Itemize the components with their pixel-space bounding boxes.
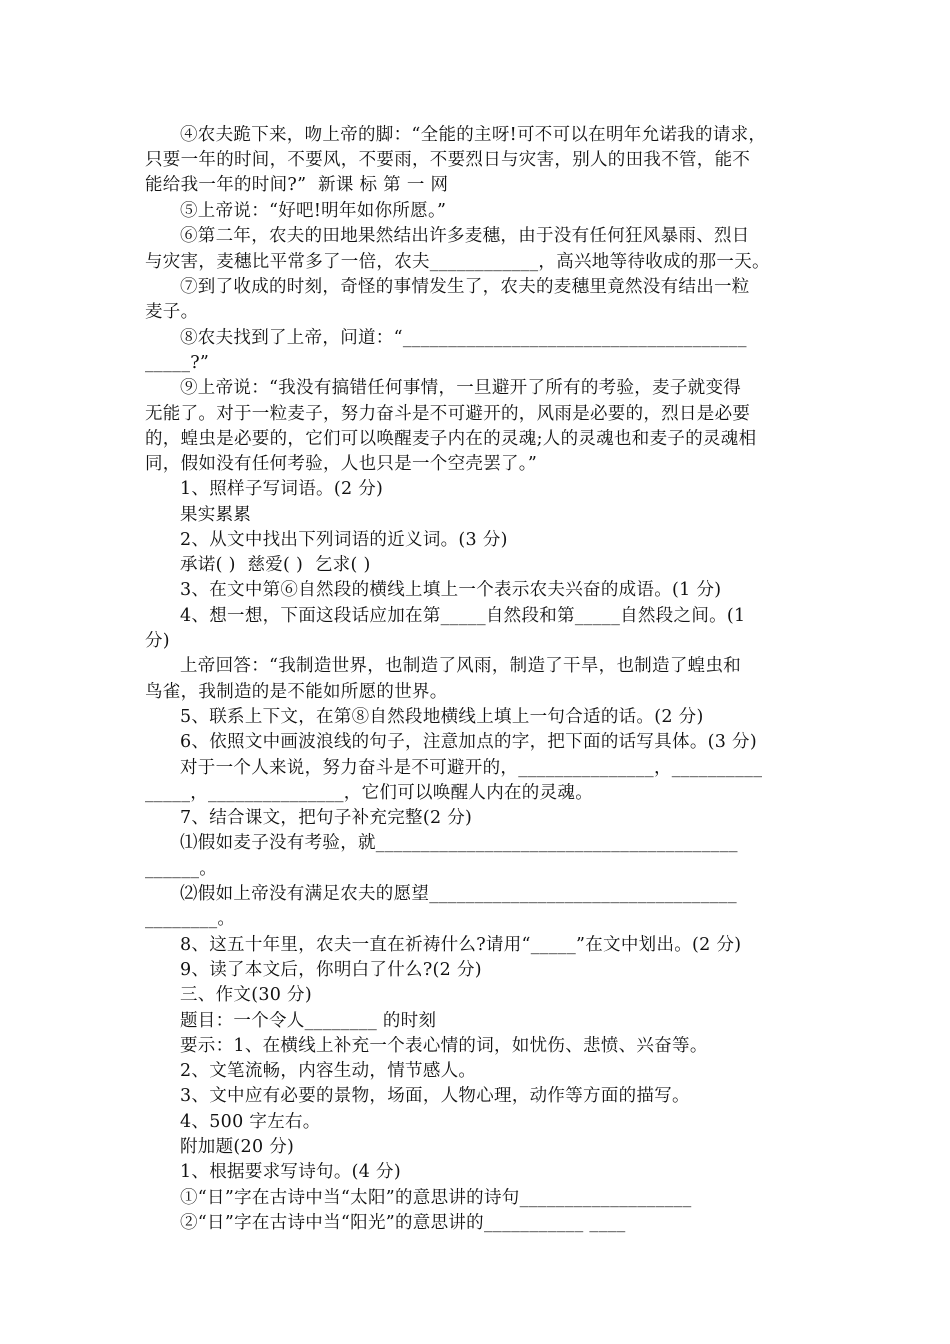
question-4-passage-line-2: 鸟雀，我制造的是不能如所愿的世界。 bbox=[145, 682, 448, 702]
bonus-heading: 附加题(20 分) bbox=[180, 1137, 295, 1157]
question-6-prompt-line-2: _____，_______________，它们可以唤醒人内在的灵魂。 bbox=[145, 783, 593, 803]
essay-requirement-3: 3、文中应有必要的景物，场面，人物心理，动作等方面的描写。 bbox=[180, 1086, 690, 1106]
question-6-prompt-line-1: 对于一个人来说，努力奋斗是不可避开的，_______________，__________ bbox=[180, 758, 763, 778]
question-1: 1、照样子写词语。(2 分) bbox=[180, 479, 384, 499]
bonus-question-1: 1、根据要求写诗句。(4 分) bbox=[180, 1162, 401, 1182]
question-7: 7、结合课文，把句子补充完整(2 分) bbox=[180, 808, 473, 828]
question-1-example: 果实累累 bbox=[180, 505, 252, 525]
question-7-2-line-2: ________。 bbox=[145, 909, 236, 929]
question-9: 9、读了本文后，你明白了什么?(2 分) bbox=[180, 960, 482, 980]
para-9-line-4: 同，假如没有任何考验，人也只是一个空壳罢了。” bbox=[145, 454, 538, 474]
question-6: 6、依照文中画波浪线的句子，注意加点的字，把下面的话写具体。(3 分) bbox=[180, 732, 757, 752]
question-7-2-line-1: ⑵假如上帝没有满足农夫的愿望__________________________________ bbox=[180, 884, 737, 904]
para-8-line-2: _____?” bbox=[145, 353, 210, 373]
question-4-line-1: 4、想一想，下面这段话应加在第_____自然段和第_____自然段之间。(1 bbox=[180, 606, 746, 626]
para-4-line-1: ④农夫跪下来，吻上帝的脚：“全能的主呀!可不可以在明年允诺我的请求， bbox=[180, 125, 767, 145]
para-6-line-1: ⑥第二年，农夫的田地果然结出许多麦穗，由于没有任何狂风暴雨、烈日 bbox=[180, 226, 750, 246]
para-7-line-1: ⑦到了收成的时刻，奇怪的事情发生了，农夫的麦穗里竟然没有结出一粒 bbox=[180, 277, 750, 297]
para-9-line-1: ⑨上帝说：“我没有搞错任何事情，一旦避开了所有的考验，麦子就变得 bbox=[180, 378, 742, 398]
question-7-1-line-1: ⑴假如麦子没有考验，就________________________________________ bbox=[180, 833, 738, 853]
para-9-line-3: 的，蝗虫是必要的，它们可以唤醒麦子内在的灵魂;人的灵魂也和麦子的灵魂相 bbox=[145, 429, 757, 449]
essay-requirement-4: 4、500 字左右。 bbox=[180, 1112, 321, 1132]
question-2: 2、从文中找出下列词语的近义词。(3 分) bbox=[180, 530, 508, 550]
para-4-line-2: 只要一年的时间，不要风，不要雨，不要烈日与灾害，别人的田我不管，能不 bbox=[145, 150, 751, 170]
para-5: ⑤上帝说：“好吧!明年如你所愿。” bbox=[180, 201, 447, 221]
question-4-line-2: 分) bbox=[145, 631, 170, 651]
question-2-items: 承诺( ) 慈爱( ) 乞求( ) bbox=[180, 555, 371, 575]
essay-requirement-2: 2、文笔流畅，内容生动，情节感人。 bbox=[180, 1061, 477, 1081]
essay-title: 题目：一个令人________ 的时刻 bbox=[180, 1011, 437, 1031]
para-8-line-1: ⑧农夫找到了上帝，问道：“______________________________________ bbox=[180, 328, 747, 348]
essay-requirement-1: 要示：1、在横线上补充一个表心情的词，如忧伤、悲愤、兴奋等。 bbox=[180, 1036, 708, 1056]
para-9-line-2: 无能了。对于一粒麦子，努力奋斗是不可避开的，风雨是必要的，烈日是必要 bbox=[145, 404, 751, 424]
question-5: 5、联系上下文，在第⑧自然段地横线上填上一句合适的话。(2 分) bbox=[180, 707, 704, 727]
para-4-line-3: 能给我一年的时间?” 新课 标 第 一 网 bbox=[145, 175, 449, 195]
question-4-passage-line-1: 上帝回答：“我制造世界，也制造了风雨，制造了干旱，也制造了蝗虫和 bbox=[180, 656, 742, 676]
para-7-line-2: 麦子。 bbox=[145, 302, 199, 322]
question-7-1-line-2: ______。 bbox=[145, 859, 218, 879]
bonus-question-1-b: ②“日”字在古诗中当“阳光”的意思讲的___________ ____ bbox=[180, 1213, 626, 1233]
bonus-question-1-a: ①“日”字在古诗中当“太阳”的意思讲的诗句___________________ bbox=[180, 1188, 692, 1208]
section-3-heading: 三、作文(30 分) bbox=[180, 985, 312, 1005]
question-8: 8、这五十年里，农夫一直在祈祷什么?请用“_____”在文中划出。(2 分) bbox=[180, 935, 742, 955]
question-3: 3、在文中第⑥自然段的横线上填上一个表示农夫兴奋的成语。(1 分) bbox=[180, 580, 722, 600]
para-6-line-2: 与灾害，麦穗比平常多了一倍，农夫____________，高兴地等待收成的那一天。 bbox=[145, 252, 770, 272]
